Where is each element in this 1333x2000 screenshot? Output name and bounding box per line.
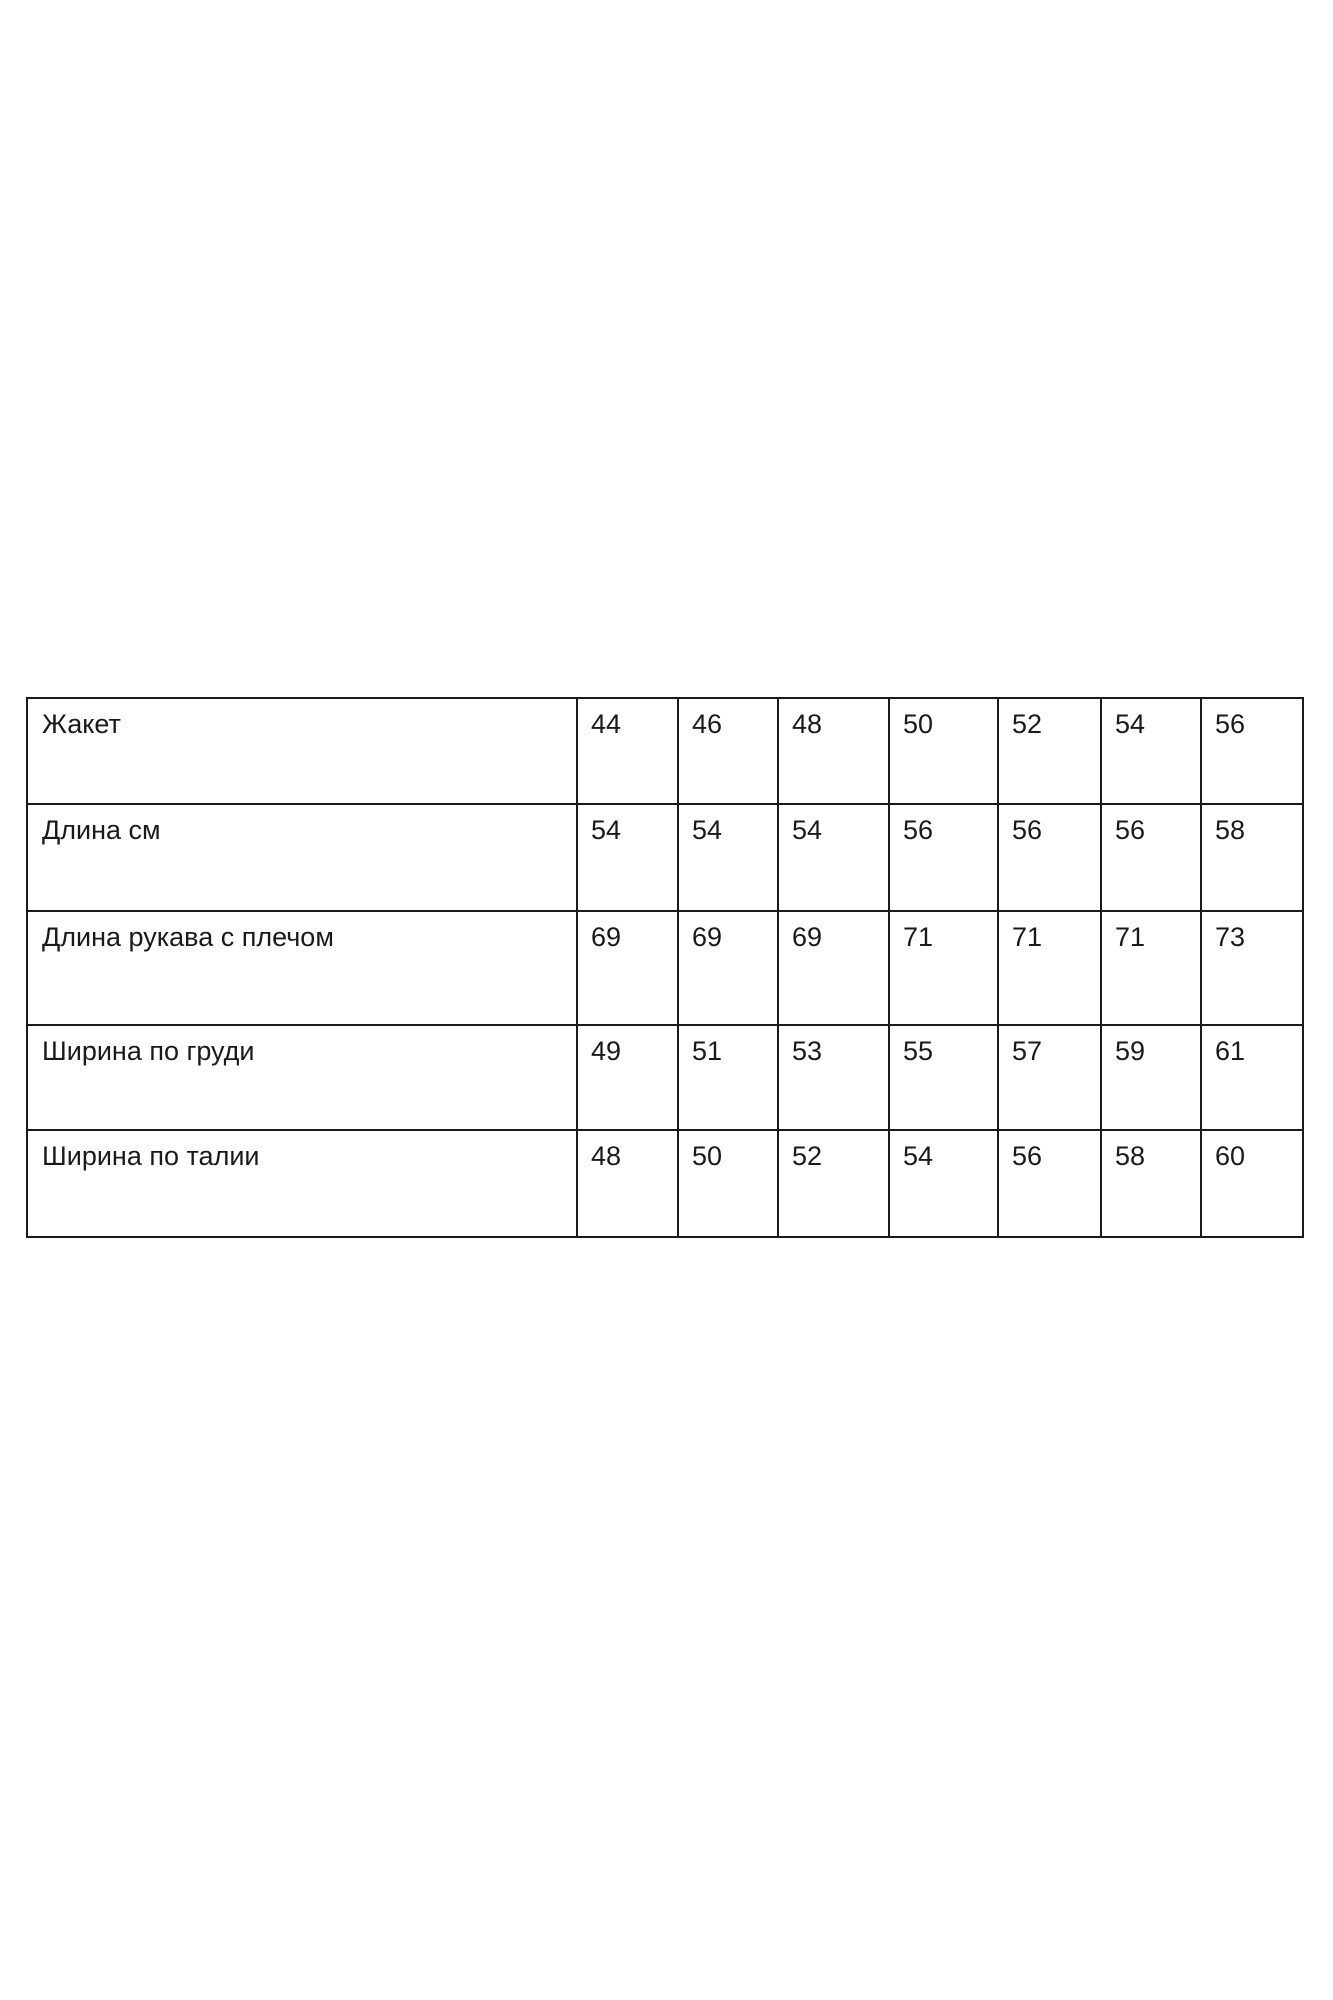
- table-cell: 58: [1101, 1130, 1201, 1237]
- table-cell: 73: [1201, 911, 1303, 1025]
- table-row: [27, 698, 1303, 804]
- row-label: Длина рукава с плечом: [27, 911, 577, 1025]
- table-cell: 71: [889, 911, 998, 1025]
- table-row: [27, 1130, 1303, 1237]
- table-cell: 44: [577, 698, 678, 804]
- table-cell: 49: [577, 1025, 678, 1130]
- row-label: Ширина по талии: [27, 1130, 577, 1237]
- table-cell: 56: [998, 804, 1101, 911]
- table-cell: 48: [577, 1130, 678, 1237]
- table-row: [27, 1025, 1303, 1130]
- table-cell: 54: [678, 804, 778, 911]
- table-cell: 46: [678, 698, 778, 804]
- table-cell: 56: [1201, 698, 1303, 804]
- table-cell: 61: [1201, 1025, 1303, 1130]
- table-cell: 69: [678, 911, 778, 1025]
- table-cell: 52: [778, 1130, 889, 1237]
- table-cell: 54: [889, 1130, 998, 1237]
- table-cell: 50: [889, 698, 998, 804]
- table-cell: 71: [998, 911, 1101, 1025]
- table-cell: 52: [998, 698, 1101, 804]
- table-cell: 60: [1201, 1130, 1303, 1237]
- table-cell: 53: [778, 1025, 889, 1130]
- table-cell: 54: [778, 804, 889, 911]
- table-cell: 71: [1101, 911, 1201, 1025]
- table-cell: 59: [1101, 1025, 1201, 1130]
- table-cell: 69: [577, 911, 678, 1025]
- table-cell: 50: [678, 1130, 778, 1237]
- table-cell: 56: [1101, 804, 1201, 911]
- size-chart-table: [26, 697, 1304, 1238]
- table-cell: 69: [778, 911, 889, 1025]
- table-cell: 55: [889, 1025, 998, 1130]
- table-cell: 56: [889, 804, 998, 911]
- table-cell: 56: [998, 1130, 1101, 1237]
- table-cell: 51: [678, 1025, 778, 1130]
- table-row: [27, 804, 1303, 911]
- row-label: Ширина по груди: [27, 1025, 577, 1130]
- table-row: [27, 911, 1303, 1025]
- table-cell: 58: [1201, 804, 1303, 911]
- table-cell: 54: [1101, 698, 1201, 804]
- row-label: Длина см: [27, 804, 577, 911]
- row-label: Жакет: [27, 698, 577, 804]
- table-cell: 57: [998, 1025, 1101, 1130]
- table-cell: 48: [778, 698, 889, 804]
- table-cell: 54: [577, 804, 678, 911]
